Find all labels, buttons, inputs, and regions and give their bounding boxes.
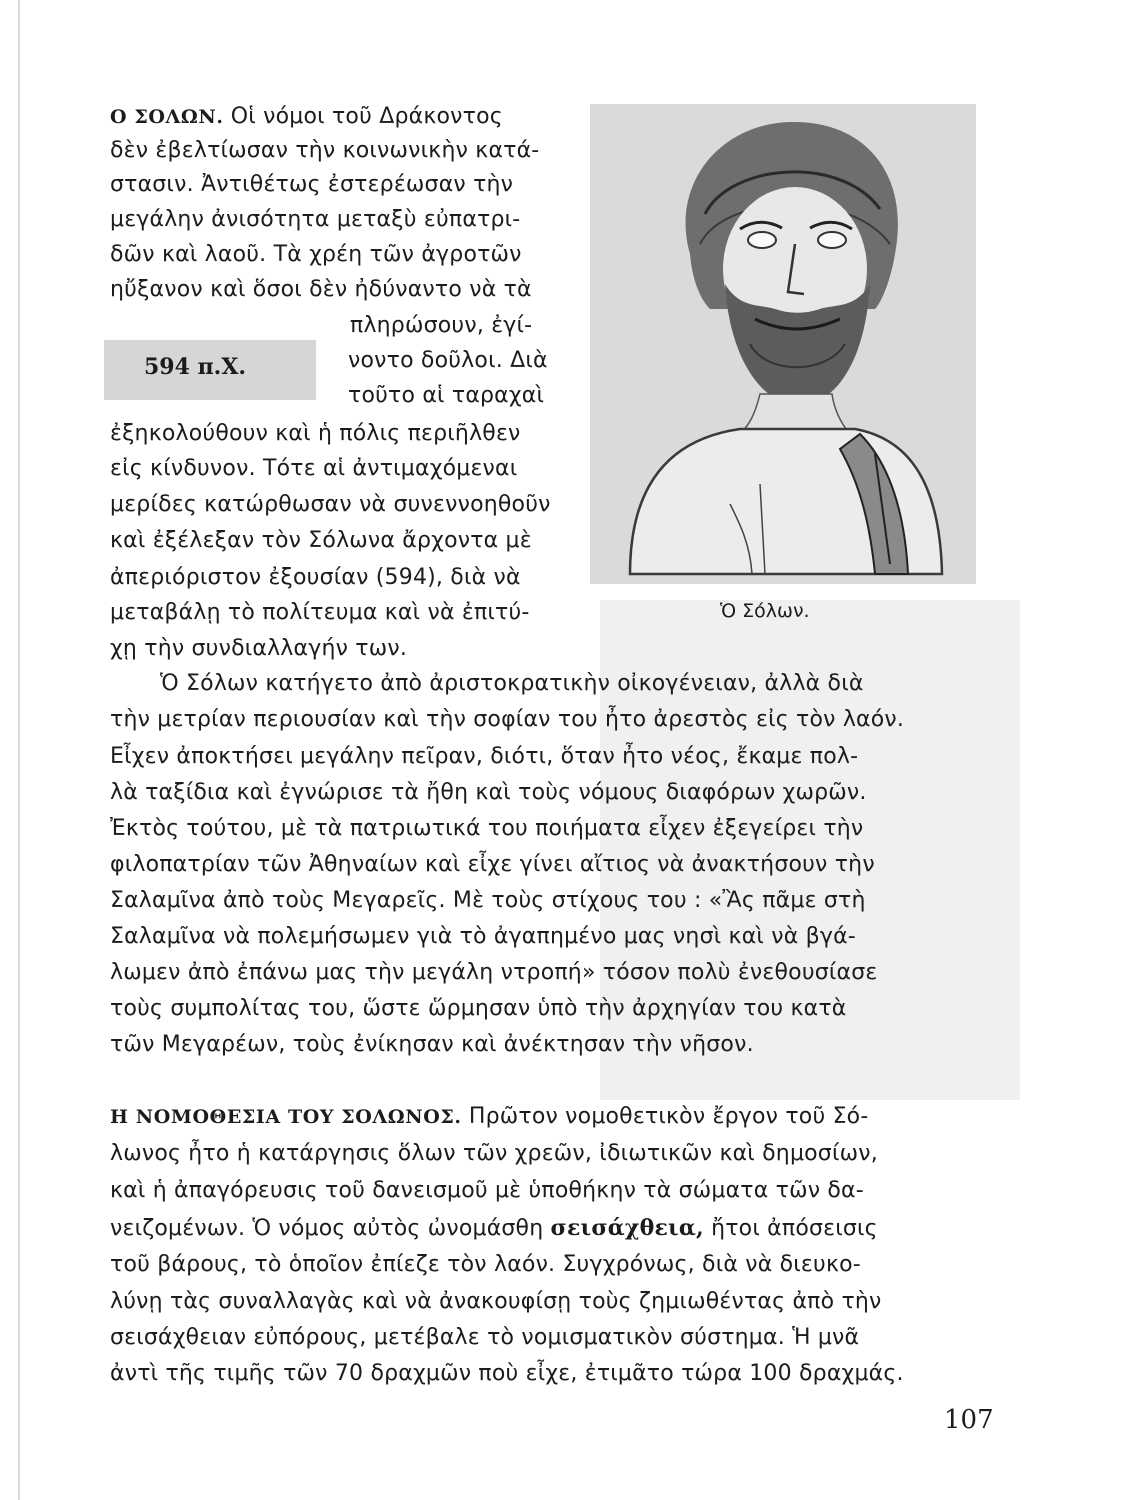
section3-line-5: τοῦ βάρους, τὸ ὁποῖον ἐπίεζε τὸν λαόν. Συγχρόνως, διὰ νὰ διευκο- [110,1252,861,1277]
portrait-caption: Ὁ Σόλων. [720,600,810,622]
section2-line-7: Σαλαμῖνα νὰ πολεμήσωμεν γιὰ τὸ ἀγαπημένο μας νησὶ καὶ νὰ βγά- [110,924,856,949]
section1-line-14: μεταβάλῃ τὸ πολίτευμα καὶ νὰ ἐπιτύ- [110,600,530,625]
term-seisachtheia: σεισάχθεια, [550,1215,704,1241]
date-marginal-label: 594 π.Χ. [144,354,247,380]
section1-line-0-text: Οἱ νόμοι τοῦ Δράκοντος [223,104,503,129]
section3-line-1 [110,1100,868,1134]
section-heading-solon: Ο ΣΟΛΩΝ. [110,106,224,128]
section2-line-3: λὰ ταξίδια καὶ ἐγνώρισε τὰ ἤθη καὶ τοὺς νόμους διαφόρων χωρῶν. [110,780,867,805]
section3-line-4-start: νειζομένων. Ὁ νόμος αὐτὸς ὠνομάσθη [110,1216,551,1241]
section1-line-6: πληρώσουν, ἐγί- [350,313,533,338]
section3-line-3: καὶ ἡ ἀπαγόρευσις τοῦ δανεισμοῦ μὲ ὑποθήκην τὰ σώματα τῶν δα- [110,1178,864,1203]
section1-line-3: μεγάλην ἀνισότητα μεταξὺ εὐπατρι- [110,207,521,232]
page-number: 107 [944,1405,994,1435]
section2-line-5: φιλοπατρίαν τῶν Ἀθηναίων καὶ εἶχε γίνει αἴτιος νὰ ἀνακτήσουν τὴν [110,852,875,877]
section3-line-4 [110,1211,878,1246]
solon-bust-portrait [590,104,976,584]
section2-line-0: Ὁ Σόλων κατήγετο ἀπὸ ἀριστοκρατικὴν οἰκογένειαν, ἀλλὰ διὰ [160,671,864,696]
section1-line-9: ἐξηκολούθουν καὶ ἡ πόλις περιῆλθεν [110,421,521,446]
section3-line-1-text: Πρῶτον νομοθετικὸν ἔργον τοῦ Σό- [461,1104,869,1129]
section2-line-9: τοὺς συμπολίτας του, ὥστε ὥρμησαν ὑπὸ τὴν ἀρχηγίαν του κατὰ [110,996,847,1021]
section3-line-2: λωνος ἦτο ἡ κατάργησις ὅλων τῶν χρεῶν, ἰδιωτικῶν καὶ δημοσίων, [110,1141,878,1166]
page-edge [18,0,20,1500]
section2-line-10: τῶν Μεγαρέων, τοὺς ἐνίκησαν καὶ ἀνέκτησαν τὴν νῆσον. [110,1032,754,1057]
section1-line-11: μερίδες κατώρθωσαν νὰ συνεννοηθοῦν [110,492,551,517]
section3-line-8: ἀντὶ τῆς τιμῆς τῶν 70 δραχμῶν ποὺ εἶχε, ἐτιμᾶτο τώρα 100 δραχμάς. [110,1361,904,1386]
section1-line-8: τοῦτο αἱ ταραχαὶ [348,383,545,408]
section2-line-6: Σαλαμῖνα ἀπὸ τοὺς Μεγαρεῖς. Μὲ τοὺς στίχους του : «Ἂς πᾶμε στὴ [110,888,866,913]
section1-line-5: ηὔξανον καὶ ὅσοι δὲν ἠδύναντο νὰ τὰ [110,277,532,302]
section3-line-7: σεισάχθειαν εὐπόρους, μετέβαλε τὸ νομισματικὸν σύστημα. Ἡ μνᾶ [110,1325,860,1350]
section1-line-7: νοντο δοῦλοι. Διὰ [348,348,548,373]
section-heading-legislation: Η ΝΟΜΟΘΕΣΙΑ ΤΟΥ ΣΟΛΩΝΟΣ. [110,1106,462,1128]
section1-line-2: στασιν. Ἀντιθέτως ἐστερέωσαν τὴν [110,172,514,197]
section1-line-12: καὶ ἐξέλεξαν τὸν Σόλωνα ἄρχοντα μὲ [110,528,532,553]
section2-line-4: Ἐκτὸς τούτου, μὲ τὰ πατριωτικά του ποιήματα εἶχεν ἐξεγείρει τὴν [110,816,864,841]
section3-line-4-end: ἤτοι ἀπόσεισις [703,1216,878,1241]
section1-line-13: ἀπεριόριστον ἐξουσίαν (594), διὰ νὰ [110,565,521,590]
section1-line-0 [110,100,503,134]
section3-line-6: λύνῃ τὰς συναλλαγὰς καὶ νὰ ἀνακουφίσῃ τοὺς ζημιωθέντας ἀπὸ τὴν [110,1289,882,1314]
section2-line-1: τὴν μετρίαν περιουσίαν καὶ τὴν σοφίαν του ἦτο ἀρεστὸς εἰς τὸν λαόν. [110,707,905,732]
section1-line-10: εἰς κίνδυνον. Τότε αἱ ἀντιμαχόμεναι [110,456,518,481]
section2-line-8: λωμεν ἀπὸ ἐπάνω μας τὴν μεγάλη ντροπή» τόσον πολὺ ἐνεθουσίασε [110,960,878,985]
section1-line-1: δὲν ἐβελτίωσαν τὴν κοινωνικὴν κατά- [110,138,540,163]
solon-bust-icon [590,104,976,584]
section2-line-2: Εἶχεν ἀποκτήσει μεγάλην πεῖραν, διότι, ὅταν ἦτο νέος, ἔκαμε πολ- [110,744,859,769]
section1-line-4: δῶν καὶ λαοῦ. Τὰ χρέη τῶν ἀγροτῶν [110,242,522,267]
section1-line-15: χῃ τὴν συνδιαλλαγήν των. [110,636,408,661]
